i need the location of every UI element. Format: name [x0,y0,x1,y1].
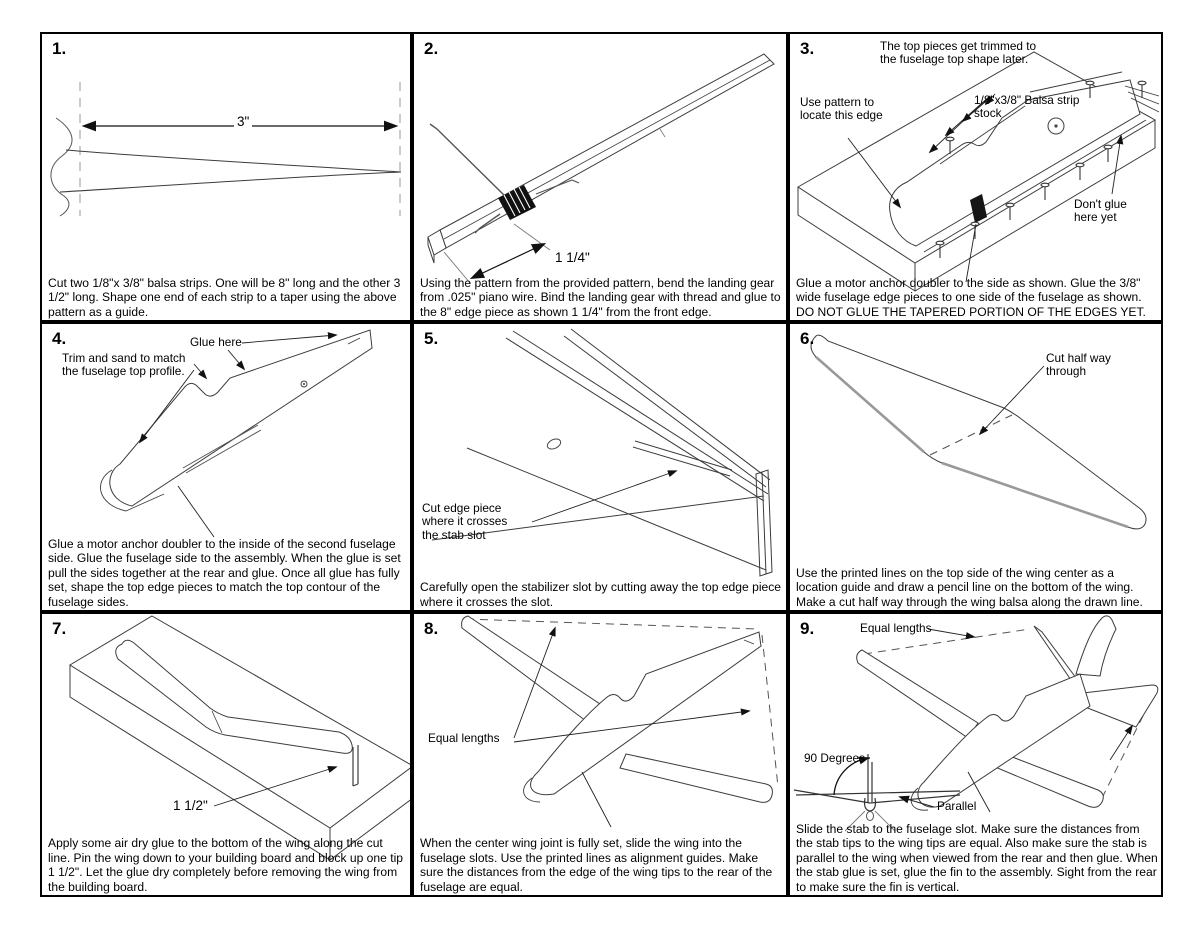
step-caption: Using the pattern from the provided pattern, bend the landing gear from .025" piano wire. Bind the landing gear with thread and glue to the 8" edge piece as shown 1 1/4" from the front edge. [420,275,781,319]
note-cut-edge: Cut edge piece where it crosses the stab slot [422,501,508,542]
step-caption: Glue a motor anchor doubler to the inside of the second fuselage side. Glue the fuselage side to the assembly. When the glue is set pull the sides together at the rear and glue. Once all glue has fully set, shape the top edge pieces to match the top contour of the fuselage sides. [48,536,401,609]
note-cut-halfway: Cut half way through [1046,351,1111,379]
step-2-panel [412,32,788,322]
step-4-panel [40,322,412,612]
step-9-panel [788,612,1163,897]
step-number: 1. [52,39,67,58]
note-use-pattern: Use pattern to locate this edge [800,95,883,123]
step-number: 4. [52,329,67,348]
step-caption: Carefully open the stabilizer slot by cutting away the top edge piece where it crosses the slot. [420,580,782,609]
step-caption: When the center wing joint is fully set, slide the wing into the fuselage slots. Use the printed lines as alignment guides. Make sure the distances from the edge of the wing tips to the rear of the fuselage are equal. [420,836,773,894]
note-90-degrees: 90 Degrees [804,751,865,765]
step-caption: Use the printed lines on the top side of the wing center as a location guide and draw a pencil line on the bottom of the wing. Make a cut half way through the wing balsa along the drawn line. [796,565,1143,609]
dim-3in: 3" [234,114,252,129]
dim-1-1-2in: 1 1/2" [173,798,208,813]
step-number: 8. [424,619,439,638]
step-number: 2. [424,39,439,58]
step-number: 6. [800,329,815,348]
step-3-panel [788,32,1163,322]
note-glue-here: Glue here [190,335,242,349]
note-parallel: Parallel [937,799,977,813]
step-number: 9. [800,619,815,638]
note-equal-lengths: Equal lengths [860,621,932,635]
note-dont-glue: Don't glue here yet [1074,197,1127,225]
note-top-pieces: The top pieces get trimmed to the fuselage top shape later. [880,39,1037,67]
step-caption: Glue a motor anchor doubler to the side as shown. Glue the 3/8" wide fuselage edge pieces to one side of the fuselage as shown. DO NOT GLUE THE TAPERED PORTION OF THE EDGES YET. [796,275,1146,319]
step-number: 5. [424,329,439,348]
step-5-diagram [414,324,786,610]
step-number: 7. [52,619,67,638]
dim-1-1-4in: 1 1/4" [555,250,590,265]
step-6-panel [788,322,1163,612]
step-number: 3. [800,39,815,58]
step-caption: Apply some air dry glue to the bottom of the wing along the cut line. Pin the wing down to your building board and block up one tip 1 1/2". Let the glue dry completely before removing the wing from the building board. [48,836,403,894]
note-trim-sand: Trim and sand to match the fuselage top profile. [62,351,186,379]
step-caption: Slide the stab to the fuselage slot. Make sure the distances from the stab tips to the wing tips are equal. Also make sure the stab is parallel to the wing when viewed from the rear and then glue. When the stab glue is set, glue the fin to the assembly. Sight from the rear to make sure the fin is vertical. [796,821,1158,894]
step-8-panel [412,612,788,897]
step-caption: Cut two 1/8"x 3/8" balsa strips. One will be 8" long and the other 3 1/2" long. Shape one end of each strip to a taper using the above pattern as a guide. [48,275,401,319]
step-7-panel [40,612,412,897]
step-5-panel [412,322,788,612]
step-1-panel [40,32,412,322]
note-equal-lengths: Equal lengths [428,731,500,745]
note-balsa-stock: 1/8"x3/8" Balsa strip stock [974,93,1080,121]
instruction-sheet [40,32,1163,897]
